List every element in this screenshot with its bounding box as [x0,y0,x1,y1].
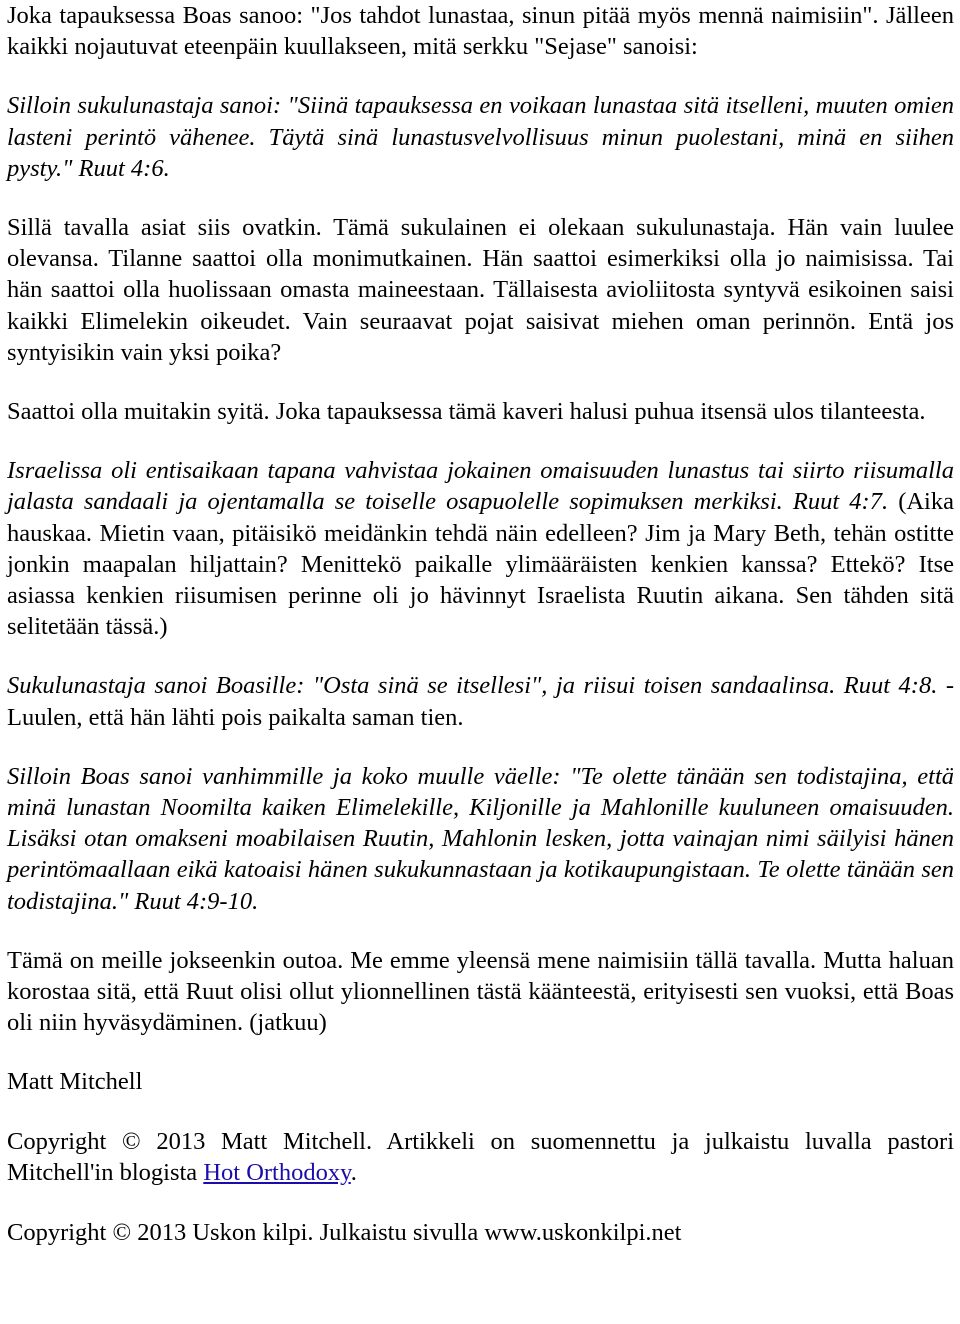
quote-ruut-4-6: Silloin sukulunastaja sanoi: "Siinä tapauksessa en voikaan lunastaa sitä itselleni, muuten omien lasteni perintö vähenee. Täytä sinä lunastusvelvollisuus minun puolestani, minä en siihen pysty." Ruut 4:6. [7,92,954,182]
paragraph-4: Saattoi olla muitakin syitä. Joka tapauksessa tämä kaveri halusi puhua itsensä ulos tilanteesta. [7,398,926,426]
hot-orthodoxy-link[interactable]: Hot Orthodoxy [203,1158,351,1186]
quote-ruut-4-7: Israelissa oli entisaikaan tapana vahvistaa jokainen omaisuuden lunastus tai siirto riisumalla jalasta sandaali ja ojentamalla se toiselle osapuolelle sopimuksen merkiksi. Ruut 4:7. [7,457,954,516]
paragraph-6-comment: - Luulen, että hän lähti pois paikalta saman tien. [7,672,954,731]
copyright-author [7,1126,954,1188]
paragraph-6 [7,670,954,732]
copyright-author-text: Copyright © 2013 Matt Mitchell. Artikkeli on suomennettu ja julkaistu luvalla pastori Mitchell'in blogista [7,1127,954,1186]
copyright-author-end: . [350,1158,357,1186]
author-name: Matt Mitchell [7,1068,143,1096]
quote-ruut-4-8: Sukulunastaja sanoi Boasille: "Osta sinä se itsellesi", ja riisui toisen sandaalinsa. Ruut 4:8. [7,672,938,700]
quote-ruut-4-9-10: Silloin Boas sanoi vanhimmille ja koko muulle väelle: "Te olette tänään sen todistajina, että minä lunastan Noomilta kaiken Elimelekille, Kiljonille ja Mahlonille kuuluneen omaisuuden. Lisäksi otan omakseni moabilaisen Ruutin, Mahlonin lesken, jotta vainajan nimi säilyisi hänen perintömaallaan eikä katoaisi hänen sukukunnastaan ja kotikaupungistaan. Te olette tänään sen todistajina." Ruut 4:9-10. [7,762,954,915]
copyright-publisher: Copyright © 2013 Uskon kilpi. Julkaistu sivulla www.uskonkilpi.net [7,1218,682,1246]
paragraph-3: Sillä tavalla asiat siis ovatkin. Tämä sukulainen ei olekaan sukulunastaja. Hän vain luulee olevansa. Tilanne saattoi olla monimutkainen. Hän saattoi esimerkiksi olla jo naimisissa. Tai hän saattoi olla huolissaan omasta maineestaan. Tällaisesta avioliitosta syntyvä esikoinen saisi kaikki Elimelekin oikeudet. Vain seuraavat pojat saisivat miehen oman perinnön. Entä jos syntyisikin vain yksi poika? [7,214,954,366]
paragraph-8: Tämä on meille jokseenkin outoa. Me emme yleensä mene naimisiin tällä tavalla. Mutta haluan korostaa sitä, että Ruut olisi ollut ylionnellinen tästä käänteestä, erityisesti sen vuoksi, että Boas oli niin hyväsydäminen. (jatkuu) [7,946,954,1037]
paragraph-5-comment: (Aika hauskaa. Mietin vaan, pitäisikö meidänkin tehdä näin edelleen? Jim ja Mary Beth, tehän ostitte jonkin maapalan hiljattain? Menittekö paikalle ylimääräisten kenkien kanssa? Ettekö? Itse asiassa kenkien riisumisen perinne oli jo hävinnyt Israelista Ruutin aikana. Sen tähden sitä selitetään tässä.) [7,488,954,641]
paragraph-1: Joka tapauksessa Boas sanoo: "Jos tahdot lunastaa, sinun pitää myös mennä naimisiin". Jälleen kaikki nojautuvat eteenpäin kuullakseen, mitä serkku "Sejase" sanoisi: [7,2,954,61]
paragraph-5 [7,455,954,642]
